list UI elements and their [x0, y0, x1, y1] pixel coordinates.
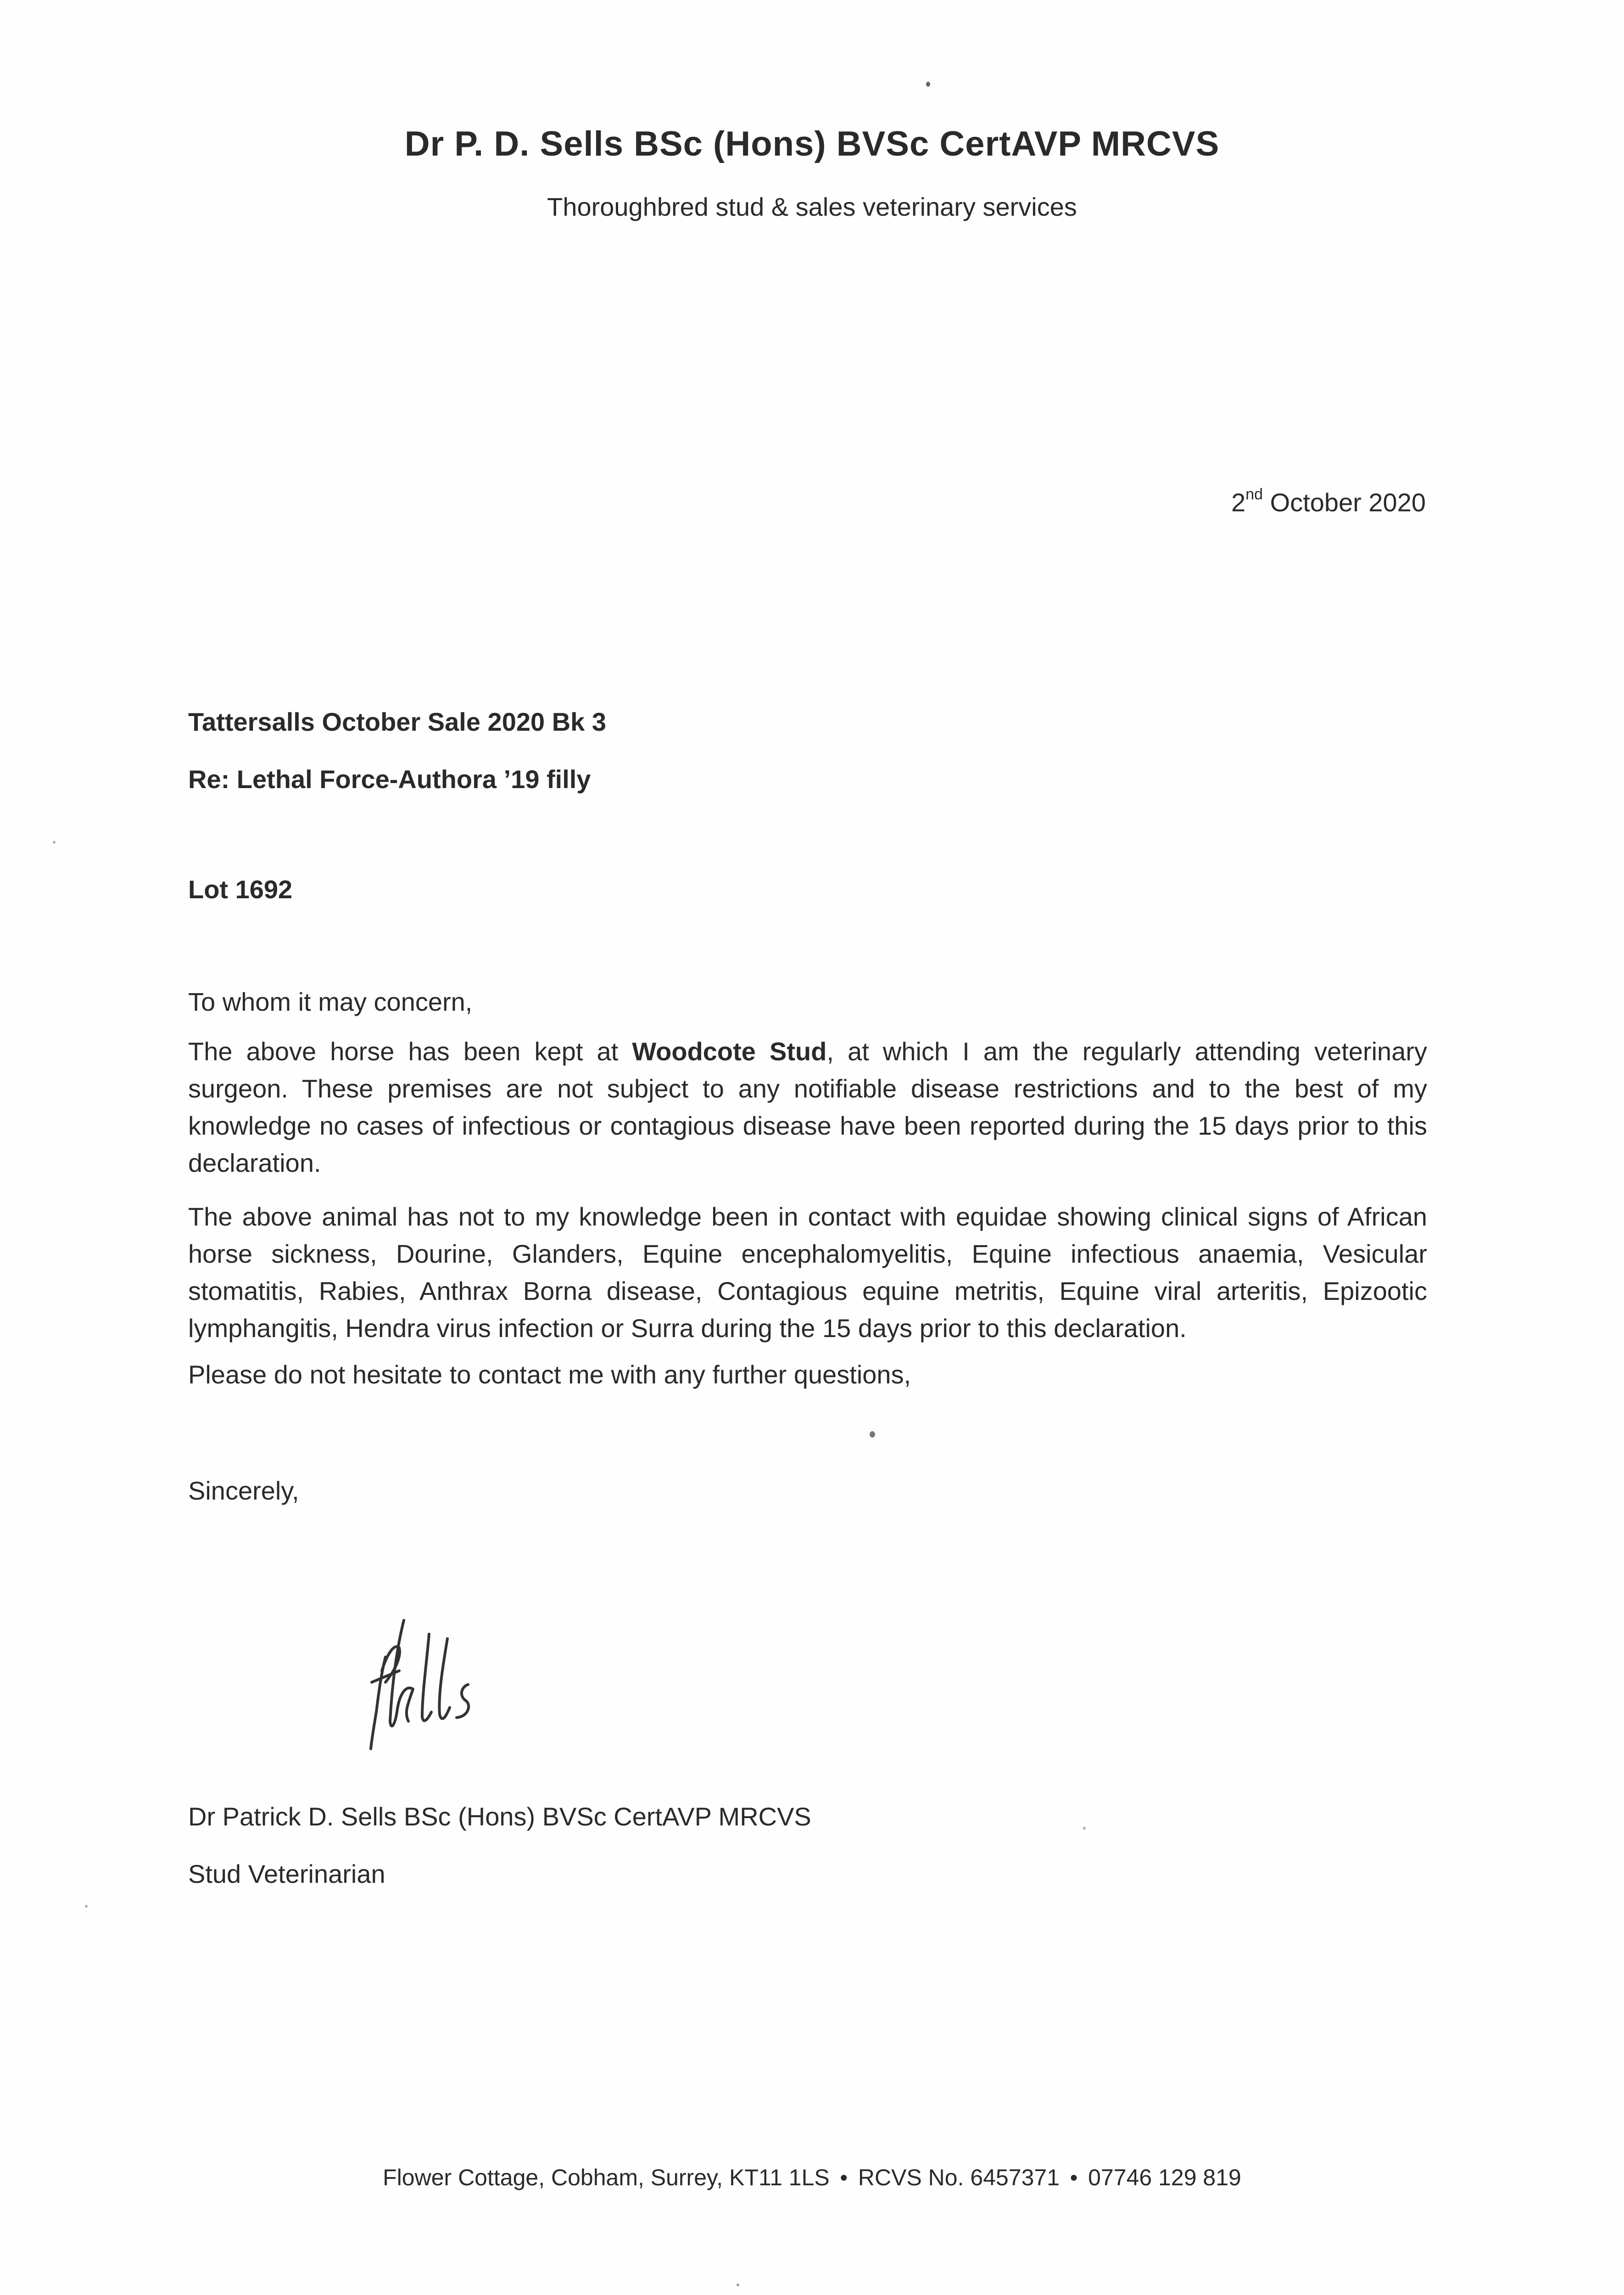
lot-number: Lot 1692	[188, 875, 293, 904]
footer	[0, 2164, 1624, 2191]
para2-text: The above animal has not to my knowledge been in contact with equidae showing clinical signs of African horse sickness, Dourine, Glanders, Equine encephalomyelitis, Equine infectious anaemia, Vesicular stomatitis, Rabies, Anthrax Borna disease, Contagious equine metritis, Equine viral arteritis, Epizootic lymphangitis, Hendra virus infection or Surra during the 15 days prior to this declaration.	[188, 1202, 1427, 1343]
signature-stroke-l2	[439, 1639, 450, 1718]
salutation: To whom it may concern,	[188, 987, 473, 1016]
letter-date	[1231, 487, 1426, 517]
footer-separator-1: ●	[839, 2170, 848, 2185]
footer-address: Flower Cottage, Cobham, Surrey, KT11 1LS	[383, 2165, 830, 2190]
sale-reference: Tattersalls October Sale 2020 Bk 3	[188, 707, 606, 736]
signature-stroke-l1	[422, 1634, 431, 1721]
footer-phone: 07746 129 819	[1088, 2165, 1241, 2190]
para1-before: The above horse has been kept at	[188, 1037, 632, 1066]
paragraph-contact-declaration	[188, 1198, 1427, 1347]
scan-speck	[926, 82, 930, 87]
closing-line: Please do not hesitate to contact me with any further questions,	[188, 1360, 911, 1389]
scan-speck	[85, 1905, 88, 1908]
footer-rcvs: RCVS No. 6457371	[858, 2165, 1060, 2190]
scan-speck	[53, 841, 56, 844]
scan-speck	[737, 2284, 739, 2286]
signature-stroke-p	[371, 1657, 385, 1749]
scan-speck	[1083, 1827, 1086, 1830]
subject-line: Re: Lethal Force-Authora ’19 filly	[188, 765, 591, 794]
stud-name: Woodcote Stud	[632, 1037, 827, 1066]
scan-speck	[870, 1431, 875, 1438]
date-suffix: nd	[1245, 486, 1263, 504]
paragraph-premises	[188, 1033, 1427, 1181]
signoff: Sincerely,	[188, 1476, 299, 1505]
signatory-role: Stud Veterinarian	[188, 1859, 385, 1888]
para1-after: , at which I am the regularly attending veterinary surgeon. These premises are not subject to any notifiable disease restrictions and to the best of my knowledge no cases of infectious or contagious disease have been reported during the 15 days prior to this declaration.	[188, 1037, 1427, 1177]
signature-stroke-s2	[457, 1685, 469, 1718]
footer-separator-2: ●	[1070, 2170, 1078, 2185]
date-rest: October 2020	[1270, 488, 1426, 517]
letterhead-name: Dr P. D. Sells BSc (Hons) BVSc CertAVP MRCVS	[404, 124, 1220, 163]
date-day: 2	[1231, 488, 1246, 517]
handwritten-signature	[353, 1602, 505, 1753]
letterhead-subtitle: Thoroughbred stud & sales veterinary services	[547, 192, 1077, 221]
signatory-name: Dr Patrick D. Sells BSc (Hons) BVSc CertAVP MRCVS	[188, 1802, 811, 1831]
